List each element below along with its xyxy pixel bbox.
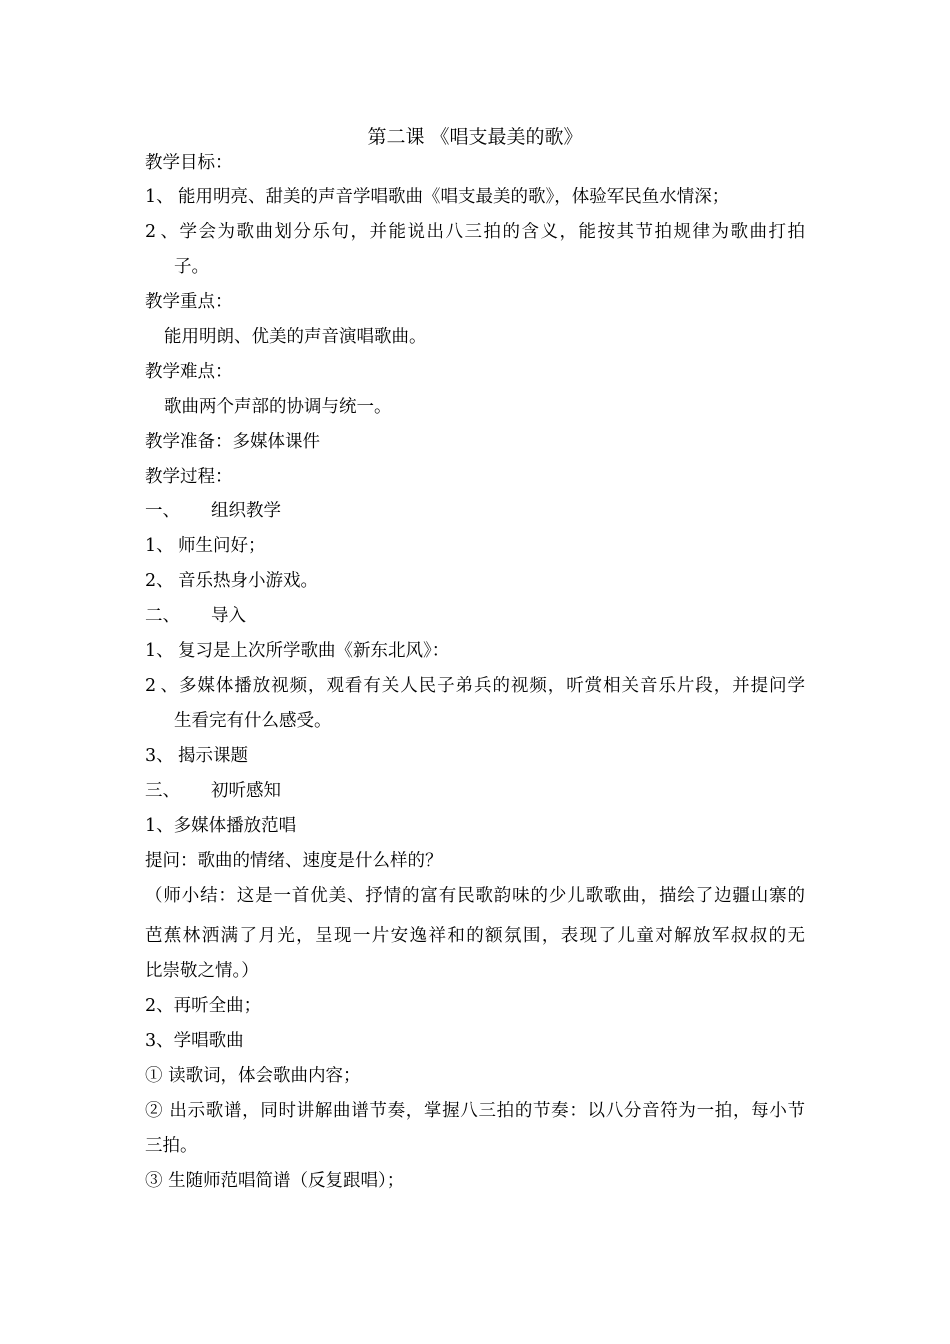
difficulties-text: 歌曲两个声部的协调与统一。 [164, 397, 392, 417]
heading-process: 教学过程： [145, 467, 233, 487]
item-number: 2、 [145, 571, 174, 591]
item-number: 2、 [145, 222, 178, 242]
section-2-item-3 [145, 744, 248, 768]
key-points-text: 能用明朗、优美的声音演唱歌曲。 [164, 327, 427, 347]
section-2-item-2 [145, 674, 805, 698]
heading-objectives: 教学目标： [145, 153, 233, 173]
item-number: 1、 [145, 536, 174, 556]
section-3-step-2: 2、再听全曲； [145, 996, 262, 1016]
summary-line-3: 比崇敬之情。） [145, 961, 259, 981]
item-text: 揭示课题 [178, 746, 248, 766]
question-text: 提问：歌曲的情绪、速度是什么样的？ [145, 851, 443, 871]
section-3-step-1: 1、多媒体播放范唱 [145, 816, 297, 836]
section-1-item-2 [145, 569, 318, 593]
summary-line-2: 芭蕉林洒满了月光，呈现一片安逸祥和的额氛围，表现了儿童对解放军叔叔的无 [145, 926, 805, 946]
heading-difficulties: 教学难点： [145, 362, 233, 382]
item-text: 能用明亮、甜美的声音学唱歌曲《唱支最美的歌》，体验军民鱼水情深； [178, 187, 730, 207]
heading-key-points: 教学重点： [145, 292, 233, 312]
item-number: 3、 [145, 746, 174, 766]
objective-item-2-cont: 子。 [174, 257, 209, 277]
section-2-heading [145, 604, 246, 628]
sub-step-2: ② 出示歌谱，同时讲解曲谱节奏，掌握八三拍的节奏：以八分音符为一拍，每小节 [145, 1101, 805, 1121]
section-title: 导入 [211, 606, 246, 626]
sub-step-1: ① 读歌词，体会歌曲内容； [145, 1066, 361, 1086]
item-number: 2、 [145, 676, 178, 696]
item-text: 多媒体播放视频，观看有关人民子弟兵的视频，听赏相关音乐片段，并提问学 [178, 676, 805, 696]
objective-item-2 [145, 220, 805, 244]
item-text: 学会为歌曲划分乐句，并能说出八三拍的含义，能按其节拍规律为歌曲打拍 [178, 222, 805, 242]
preparation-text: 教学准备：多媒体课件 [145, 432, 320, 452]
document-title: 第二课 《唱支最美的歌》 [367, 126, 583, 148]
section-2-item-1 [145, 639, 449, 663]
section-number: 二、 [145, 606, 180, 626]
section-3-step-3: 3、学唱歌曲 [145, 1031, 244, 1051]
section-number: 三、 [145, 781, 180, 801]
section-title: 组织教学 [211, 501, 281, 521]
item-number: 1、 [145, 641, 174, 661]
section-number: 一、 [145, 501, 180, 521]
sub-step-2-cont: 三拍。 [145, 1136, 198, 1156]
item-text: 师生问好； [178, 536, 266, 556]
item-text: 音乐热身小游戏。 [178, 571, 318, 591]
objective-item-1 [145, 185, 729, 209]
item-number: 1、 [145, 187, 174, 207]
sub-step-3: ③ 生随师范唱简谱（反复跟唱）； [145, 1171, 405, 1191]
section-1-heading [145, 499, 281, 523]
section-1-item-1 [145, 534, 266, 558]
section-title: 初听感知 [211, 781, 281, 801]
item-text: 复习是上次所学歌曲《新东北风》： [178, 641, 450, 661]
summary-line-1: （师小结：这是一首优美、抒情的富有民歌韵味的少儿歌歌曲，描绘了边疆山寨的 [145, 886, 805, 906]
section-3-heading [145, 779, 281, 803]
section-2-item-2-cont: 生看完有什么感受。 [174, 711, 332, 731]
